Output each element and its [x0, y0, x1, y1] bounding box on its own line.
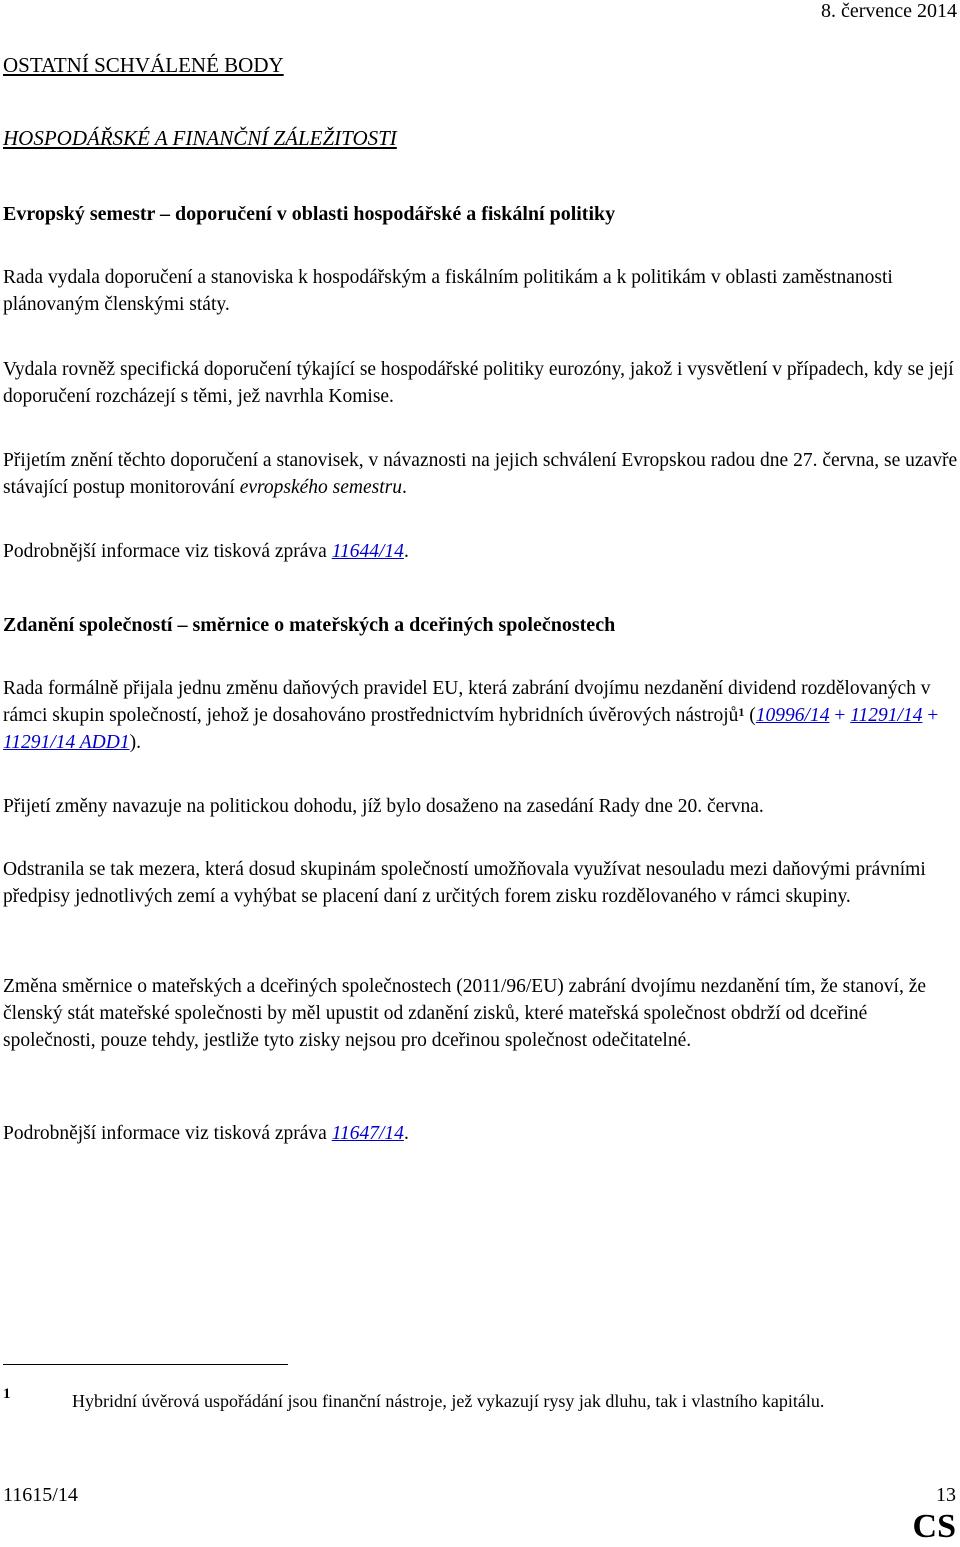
item2-paragraph-5: Podrobnější informace viz tisková zpráva 11647/14. — [3, 1123, 409, 1144]
document-link-10996[interactable]: 10996/14 — [755, 705, 830, 726]
footnote-separator — [3, 1364, 288, 1365]
document-number: 11615/14 — [3, 1484, 78, 1506]
page-number: 13 — [936, 1484, 956, 1506]
document-link-11291-add1[interactable]: 11291/14 ADD1 — [3, 732, 130, 753]
item1-heading: Evropský semestr – doporučení v oblasti hospodářské a fiskální politiky — [3, 203, 616, 225]
item1-paragraph-1: Rada vydala doporučení a stanoviska k hospodářským a fiskálním politikám a k politikám v oblasti zaměstnanosti plánovaným členskými státy. — [3, 267, 893, 315]
evropsky-semestr-term: evropského semestru — [239, 477, 402, 498]
item2-paragraph-2: Přijetí změny navazuje na politickou dohodu, jíž bylo dosaženo na zasedání Rady dne 20. června. — [3, 796, 764, 817]
language-code: CS — [912, 1508, 956, 1545]
document-link-11291[interactable]: 11291/14 — [850, 705, 923, 726]
document-date: 8. července 2014 — [820, 0, 957, 22]
item1-paragraph-4: Podrobnější informace viz tisková zpráva 11644/14. — [3, 541, 409, 562]
item2-paragraph-4: Změna směrnice o mateřských a dceřiných společnostech (2011/96/EU) zabrání dvojímu nezdanění tím, že stanoví, že členský stát mateřské společnosti by měl upustit od zdanění zisků, které mateřská společnost obdrží od dceřiné společnosti, pouze tehdy, jestliže tyto zisky nejsou pro dceřinou společnost odečitatelné. — [3, 976, 927, 1051]
footnote-text: Hybridní úvěrová uspořádání jsou finanční nástroje, jež vykazují rysy jak dluhu, tak i vlastního kapitálu. — [72, 1391, 825, 1411]
press-release-link-11644[interactable]: 11644/14 — [331, 541, 404, 562]
item2-paragraph-1: Rada formálně přijala jednu změnu daňových pravidel EU, která zabrání dvojímu nezdanění dividend rozdělovaných v rámci skupin společností, jehož je dosahováno prostřednictvím hybridních úvěrových nástrojů$^1$ (10996/14 + 11291/14 + 11291/14 ADD1). — [3, 678, 939, 753]
press-release-link-11647[interactable]: 11647/14 — [331, 1123, 404, 1144]
item1-paragraph-3: Přijetím znění těchto doporučení a stanovisek, v návaznosti na jejich schválení Evropskou radou dne 27. června, se uzavře stávající postup monitorování evropského semestru. — [3, 450, 958, 498]
section-title: OSTATNÍ SCHVÁLENÉ BODY — [3, 53, 284, 77]
item2-heading: Zdanění společností – směrnice o mateřských a dceřiných společnostech — [3, 614, 616, 636]
footnote-reference[interactable]: 1 — [738, 705, 745, 719]
subsection-title: HOSPODÁŘSKÉ A FINANČNÍ ZÁLEŽITOSTI — [3, 126, 397, 150]
item1-paragraph-2: Vydala rovněž specifická doporučení týkající se hospodářské politiky eurozóny, jakož i vysvětlení v případech, kdy se její doporučení rozcházejí s těmi, jež navrhla Komise. — [3, 359, 954, 407]
footnote-number: 1 — [3, 1386, 11, 1402]
item2-paragraph-3: Odstranila se tak mezera, která dosud skupinám společností umožňovala využívat nesouladu mezi daňovými právními předpisy jednotlivých zemí a vyhýbat se placení daní z určitých forem zisku rozdělovaného v rámci skupiny. — [3, 859, 926, 907]
